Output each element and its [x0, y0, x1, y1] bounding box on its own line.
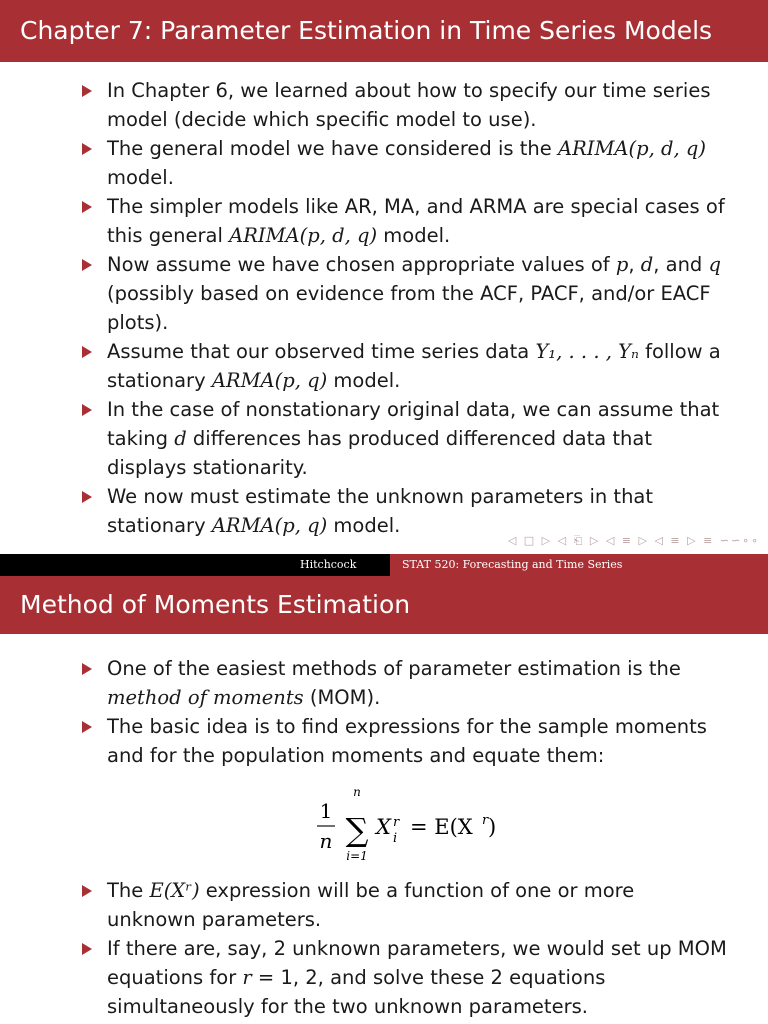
math-text: r [242, 966, 252, 989]
bullet-text: Now assume we have chosen appropriate values of [107, 253, 616, 276]
formula-sub: i [393, 831, 398, 846]
slide-footer [0, 554, 768, 576]
math-text: Y₁, . . . , Yₙ [535, 340, 639, 363]
sum-upper-limit: n [353, 786, 361, 799]
bullet-item [0, 482, 768, 540]
bullet-text: model. [107, 166, 174, 189]
slide-title-2: Method of Moments Estimation [0, 576, 768, 634]
math-text: d [640, 253, 654, 276]
bullet-text: (possibly based on evidence from the ACF, PACF, and/or EACF plots). [107, 282, 711, 334]
bullet-text: In Chapter 6, we learned about how to specify our time series model (decide which specific model to use). [107, 79, 711, 131]
formula-rhs-sup: r [482, 813, 489, 828]
bullet-text: , [628, 253, 641, 276]
bullet-text: Assume that our observed time series data [107, 340, 536, 363]
bullet-text: model. [327, 369, 401, 392]
bullet-text: model. [327, 514, 401, 537]
bullet-triangle-icon [82, 943, 92, 955]
sum-lower-limit: i=1 [346, 849, 368, 863]
bullet-item [0, 337, 768, 395]
bullet-text: differences has produced differenced data that displays stationarity. [107, 427, 652, 479]
bullet-text: (MOM). [303, 686, 381, 709]
bullet-item [0, 876, 768, 934]
math-text: ARMA(p, q) [211, 369, 328, 392]
math-text: ARIMA(p, d, q) [558, 137, 706, 160]
bullet-triangle-icon [82, 721, 92, 733]
math-text: E(Xʳ) [149, 879, 200, 902]
bullet-item [0, 654, 768, 712]
formula-rhs: = E(X [410, 815, 473, 839]
math-text: q [708, 253, 721, 276]
bullet-text: One of the easiest methods of parameter estimation is the [107, 657, 681, 680]
bullet-triangle-icon [82, 404, 92, 416]
slide-title: Chapter 7: Parameter Estimation in Time Series Models [0, 0, 768, 62]
bullet-item [0, 76, 768, 134]
bullet-triangle-icon [82, 85, 92, 97]
bullet-triangle-icon [82, 143, 92, 155]
bullet-item [0, 192, 768, 250]
bullet-item [0, 934, 768, 1021]
math-text: ARMA(p, q) [211, 514, 328, 537]
math-text: d [174, 427, 187, 450]
bullet-text: expression will be a function of one or more unknown parameters. [107, 879, 635, 931]
bullet-triangle-icon [82, 885, 92, 897]
formula-numerator: 1 [319, 799, 333, 823]
footer-author: Hitchcock [300, 558, 357, 571]
formula-denominator: n [319, 829, 333, 853]
math-text: method of moments [107, 686, 304, 709]
bullet-text: The general model we have considered is the [107, 137, 558, 160]
formula-svg [0, 786, 768, 866]
bullet-triangle-icon [82, 259, 92, 271]
bullet-text: , and [653, 253, 709, 276]
bullet-triangle-icon [82, 663, 92, 675]
bullet-triangle-icon [82, 201, 92, 213]
bullet-text: In the case of nonstationary original data, we can assume that taking [107, 398, 720, 450]
mom-formula [0, 786, 768, 866]
bullet-text: follow a stationary [107, 340, 721, 392]
math-text: p [615, 253, 629, 276]
footer-course: STAT 520: Forecasting and Time Series [390, 554, 768, 576]
bullet-text: model. [377, 224, 451, 247]
summation-sign: ∑ [345, 811, 369, 849]
beamer-navigation-icons[interactable]: ◁ □ ▷ ◁ ⎗ ▷ ◁ ≡ ▷ ◁ ≡ ▷ ≡ ∽∽∘∘ [507, 534, 760, 547]
bullet-triangle-icon [82, 491, 92, 503]
bullet-list [0, 76, 768, 540]
bullet-item [0, 712, 768, 770]
formula-rhs-close: ) [488, 815, 497, 839]
math-text: ARIMA(p, d, q) [229, 224, 378, 247]
slide-method-of-moments [0, 576, 768, 1024]
bullet-item [0, 134, 768, 192]
bullet-text: The simpler models like AR, MA, and ARMA are special cases of this general [107, 195, 725, 247]
bullet-list-bottom [0, 876, 768, 1021]
bullet-text: The basic idea is to find expressions for the sample moments and for the population moments and equate them: [107, 715, 707, 767]
bullet-list-top [0, 654, 768, 770]
bullet-text: = 1, 2, and solve these 2 equations simultaneously for the two unknown parameters. [107, 966, 606, 1018]
formula-summand: X [376, 815, 391, 839]
bullet-item [0, 395, 768, 482]
formula-sup: r [393, 815, 400, 830]
bullet-text: We now must estimate the unknown parameters in that stationary [107, 485, 654, 537]
bullet-triangle-icon [82, 346, 92, 358]
bullet-text: The [107, 879, 150, 902]
bullet-text: If there are, say, 2 unknown parameters, we would set up MOM equations for [107, 937, 727, 989]
bullet-item [0, 250, 768, 337]
